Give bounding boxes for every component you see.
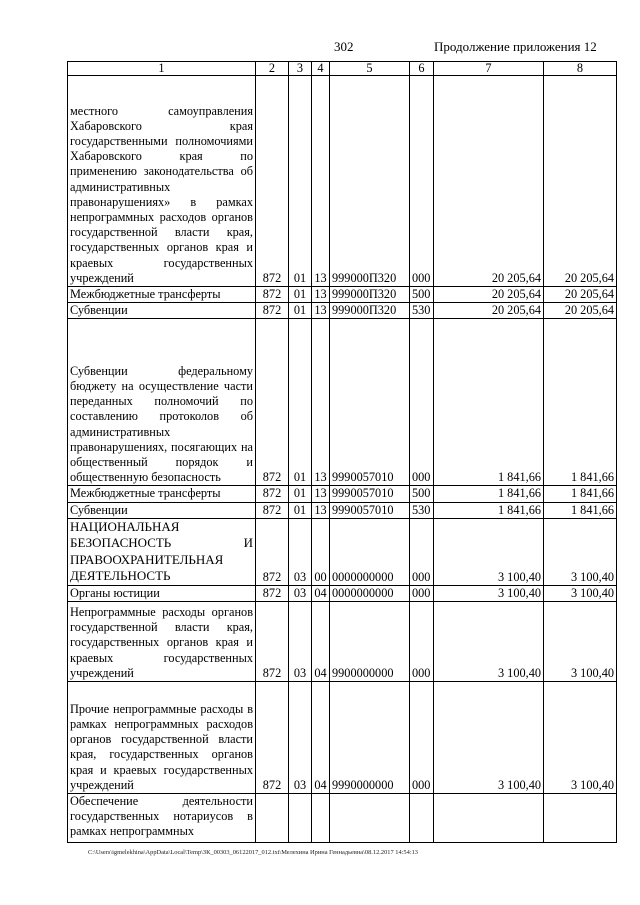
row-sum-1: 20 205,64 [434,303,544,319]
row-rz: 01 [289,303,312,319]
row-vr: 000 [410,682,434,794]
row-rz: 01 [289,76,312,287]
row-gr: 872 [256,518,289,585]
row-gr: 872 [256,602,289,682]
row-csr: 9990057010 [330,319,410,486]
row-pr: 04 [312,602,330,682]
row-gr: 872 [256,502,289,518]
column-header: 8 [544,62,617,76]
row-sum-1: 1 841,66 [434,486,544,502]
row-csr: 9990000000 [330,682,410,794]
row-gr: 872 [256,319,289,486]
table-row [68,303,617,319]
budget-table [67,61,617,843]
row-pr: 13 [312,502,330,518]
row-sum-2: 3 100,40 [544,518,617,585]
row-sum-1: 3 100,40 [434,518,544,585]
row-pr: 04 [312,585,330,601]
row-sum-2: 20 205,64 [544,303,617,319]
row-gr: 872 [256,76,289,287]
row-pr: 04 [312,682,330,794]
column-header: 5 [330,62,410,76]
column-header: 6 [410,62,434,76]
table-row [68,585,617,601]
header-row [68,62,617,76]
row-name: местного самоуправления Хабаровского края государственными полномочиями Хабаровского края по применению законодательства об административных правонарушениях» в рамках непрограммных расходов органов государственной власти края, государственных органов края и краевых государственных учреждений [68,76,256,287]
row-rz: 03 [289,682,312,794]
row-rz: 01 [289,502,312,518]
column-header: 1 [68,62,256,76]
row-rz: 03 [289,602,312,682]
row-csr: 999000П320 [330,76,410,287]
row-sum-1: 3 100,40 [434,682,544,794]
continuation-title: Продолжение приложения 12 [434,39,597,54]
row-sum-1: 1 841,66 [434,319,544,486]
column-header: 4 [312,62,330,76]
table-row [68,518,617,585]
row-csr: 9990057010 [330,502,410,518]
row-name: Органы юстиции [68,585,256,601]
row-csr: 9900000000 [330,602,410,682]
row-sum-2 [544,794,617,843]
row-sum-1: 20 205,64 [434,76,544,287]
file-path-footer: C:\Users\igmelekhina\AppData\Local\Temp\ЗК_00303_06122017_012.txt\Мелехина Ирина Геннадьевна\08.12.2017 14:54:13 [88,849,418,856]
column-header: 7 [434,62,544,76]
row-name: НАЦИОНАЛЬНАЯ БЕЗОПАСНОСТЬ И ПРАВООХРАНИТЕЛЬНАЯ ДЕЯТЕЛЬНОСТЬ [68,518,256,585]
row-gr: 872 [256,585,289,601]
row-sum-1: 3 100,40 [434,602,544,682]
row-sum-2: 20 205,64 [544,76,617,287]
row-vr: 500 [410,287,434,303]
row-rz [289,794,312,843]
row-rz: 01 [289,486,312,502]
row-gr: 872 [256,486,289,502]
row-name: Субвенции федеральному бюджету на осуществление части переданных полномочий по составлению протоколов об административных правонарушениях, посягающих на общественный порядок и общественную безопасность [68,319,256,486]
row-name: Межбюджетные трансферты [68,287,256,303]
row-sum-2: 3 100,40 [544,682,617,794]
row-sum-2: 1 841,66 [544,486,617,502]
row-rz: 01 [289,319,312,486]
row-csr: 999000П320 [330,303,410,319]
row-csr: 9990057010 [330,486,410,502]
row-pr [312,794,330,843]
row-sum-1: 3 100,40 [434,585,544,601]
row-pr: 13 [312,76,330,287]
row-vr: 530 [410,502,434,518]
row-vr: 000 [410,602,434,682]
row-csr: 0000000000 [330,518,410,585]
row-name: Межбюджетные трансферты [68,486,256,502]
row-sum-2: 20 205,64 [544,287,617,303]
table-row [68,287,617,303]
row-name: Субвенции [68,502,256,518]
row-name: Прочие непрограммные расходы в рамках непрограммных расходов органов государственной власти края, государственных органов края и краевых государственных учреждений [68,682,256,794]
row-name: Обеспечение деятельности государственных нотариусов в рамках непрограммных [68,794,256,843]
row-vr: 530 [410,303,434,319]
row-vr: 000 [410,319,434,486]
row-name: Субвенции [68,303,256,319]
column-header: 3 [289,62,312,76]
table-row [68,76,617,287]
row-vr: 000 [410,76,434,287]
column-header: 2 [256,62,289,76]
row-vr: 500 [410,486,434,502]
table-row [68,486,617,502]
row-vr: 000 [410,518,434,585]
row-gr: 872 [256,303,289,319]
table-row [68,502,617,518]
row-csr: 999000П320 [330,287,410,303]
row-csr [330,794,410,843]
page-number: 302 [334,39,354,54]
row-sum-2: 3 100,40 [544,585,617,601]
table-row [68,794,617,843]
row-pr: 13 [312,287,330,303]
row-pr: 13 [312,486,330,502]
row-sum-2: 1 841,66 [544,319,617,486]
row-pr: 13 [312,319,330,486]
table-row [68,682,617,794]
row-sum-2: 1 841,66 [544,502,617,518]
row-sum-1 [434,794,544,843]
row-rz: 03 [289,585,312,601]
row-rz: 03 [289,518,312,585]
row-csr: 0000000000 [330,585,410,601]
row-sum-1: 20 205,64 [434,287,544,303]
row-sum-2: 3 100,40 [544,602,617,682]
row-vr [410,794,434,843]
row-pr: 00 [312,518,330,585]
row-gr [256,794,289,843]
row-pr: 13 [312,303,330,319]
table-row [68,602,617,682]
row-gr: 872 [256,682,289,794]
row-sum-1: 1 841,66 [434,502,544,518]
row-rz: 01 [289,287,312,303]
row-gr: 872 [256,287,289,303]
row-vr: 000 [410,585,434,601]
row-name: Непрограммные расходы органов государственной власти края, государственных органов края и краевых государственных учреждений [68,602,256,682]
table-row [68,319,617,486]
